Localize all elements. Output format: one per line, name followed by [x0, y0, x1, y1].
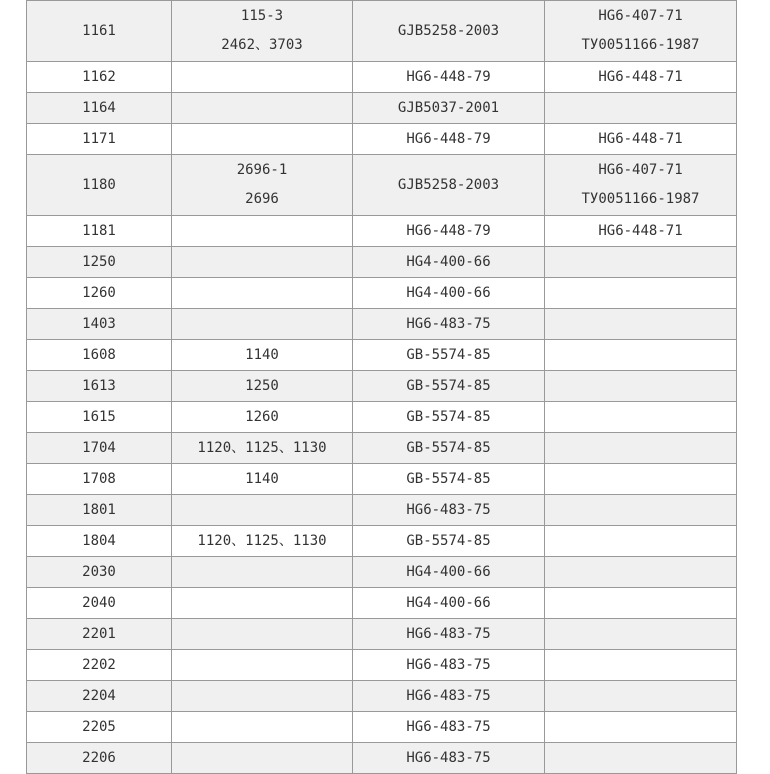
- grade-cell: 1171: [27, 124, 172, 155]
- standard-cell: [353, 62, 545, 93]
- equivalent-grade-cell-text: 2696: [245, 191, 279, 207]
- old-standard-cell: [545, 371, 737, 402]
- grade-cell: 1704: [27, 433, 172, 464]
- old-standard-cell: [545, 93, 737, 124]
- table-row: [27, 371, 737, 402]
- table-row: [27, 526, 737, 557]
- standard-cell-text: GJB5258-2003: [397, 176, 500, 193]
- table-row: [27, 402, 737, 433]
- old-standard-cell-text: HG6-448-71: [598, 222, 683, 239]
- equivalent-grade-cell: [172, 588, 353, 619]
- standard-cell: [353, 278, 545, 309]
- equivalent-grade-cell-text: 2696-1: [236, 162, 288, 178]
- equivalent-grade-cell: [172, 93, 353, 124]
- standard-cell-text: GB-5574-85: [406, 346, 491, 363]
- old-standard-cell-text: HG6-407-71: [598, 8, 683, 24]
- old-standard-cell: [545, 526, 737, 557]
- grade-cell: 2204: [27, 681, 172, 712]
- old-standard-cell: [545, 340, 737, 371]
- standard-cell: [353, 619, 545, 650]
- table-row: [27, 588, 737, 619]
- equivalent-grade-cell-text: 1250: [245, 377, 279, 394]
- equivalent-grade-cell: [172, 155, 353, 216]
- table-row: [27, 433, 737, 464]
- equivalent-grade-cell: [172, 557, 353, 588]
- old-standard-cell: [545, 278, 737, 309]
- standard-cell-text: HG6-483-75: [406, 749, 491, 766]
- standard-cell: [353, 155, 545, 216]
- standard-cell-text: HG6-483-75: [406, 625, 491, 642]
- standard-cell: [353, 247, 545, 278]
- grade-cell: 1161: [27, 1, 172, 62]
- old-standard-cell: [545, 557, 737, 588]
- grade-cell: 1181: [27, 216, 172, 247]
- table-row: [27, 155, 737, 216]
- table-row: [27, 650, 737, 681]
- equivalent-grade-cell: [172, 402, 353, 433]
- equivalent-grade-cell: [172, 62, 353, 93]
- standard-cell-text: GB-5574-85: [406, 408, 491, 425]
- standard-cell-text: HG4-400-66: [406, 594, 491, 611]
- standard-cell: [353, 402, 545, 433]
- standard-cell: [353, 340, 545, 371]
- equivalent-grade-cell: [172, 278, 353, 309]
- standard-cell: [353, 588, 545, 619]
- grade-cell: 2040: [27, 588, 172, 619]
- standard-cell-text: HG6-448-79: [406, 222, 491, 239]
- standard-cell: [353, 464, 545, 495]
- table-row: [27, 619, 737, 650]
- old-standard-cell-text: ТУ0051166-1987: [581, 191, 700, 207]
- old-standard-cell: [545, 712, 737, 743]
- equivalent-grade-cell: [172, 247, 353, 278]
- equivalent-grade-cell: [172, 464, 353, 495]
- standard-cell-text: HG6-483-75: [406, 501, 491, 518]
- equivalent-grade-cell-text: 1140: [245, 346, 279, 363]
- grade-cell: 1804: [27, 526, 172, 557]
- equivalent-grade-cell-text: 2462、3703: [221, 37, 303, 53]
- standard-cell: [353, 216, 545, 247]
- old-standard-cell: [545, 433, 737, 464]
- table-row: [27, 464, 737, 495]
- standard-cell-text: GJB5258-2003: [397, 22, 500, 39]
- standard-cell: [353, 526, 545, 557]
- equivalent-grade-cell: [172, 526, 353, 557]
- grade-cell: 1164: [27, 93, 172, 124]
- table-row: [27, 62, 737, 93]
- standard-cell-text: HG6-483-75: [406, 315, 491, 332]
- table-row: [27, 743, 737, 774]
- old-standard-cell: [545, 495, 737, 526]
- standard-cell: [353, 309, 545, 340]
- old-standard-cell: [545, 650, 737, 681]
- table-row: [27, 216, 737, 247]
- old-standard-cell: [545, 588, 737, 619]
- standard-cell: [353, 650, 545, 681]
- table-row: [27, 681, 737, 712]
- standard-cell: [353, 712, 545, 743]
- standard-cell: [353, 371, 545, 402]
- old-standard-cell-text: HG6-448-71: [598, 130, 683, 147]
- grade-cell: 2030: [27, 557, 172, 588]
- grade-cell: 1613: [27, 371, 172, 402]
- table-row: [27, 124, 737, 155]
- old-standard-cell: [545, 1, 737, 62]
- equivalent-grade-cell: [172, 124, 353, 155]
- table-row: [27, 93, 737, 124]
- standard-cell-text: HG6-483-75: [406, 687, 491, 704]
- table-row: [27, 495, 737, 526]
- equivalent-grade-cell: [172, 650, 353, 681]
- standard-cell-text: HG6-448-79: [406, 68, 491, 85]
- grade-cell: 2205: [27, 712, 172, 743]
- equivalent-grade-cell: [172, 1, 353, 62]
- old-standard-cell: [545, 62, 737, 93]
- equivalent-grade-cell: [172, 743, 353, 774]
- equivalent-grade-cell: [172, 681, 353, 712]
- standards-table-container: [26, 0, 736, 774]
- old-standard-cell: [545, 247, 737, 278]
- grade-cell: 1250: [27, 247, 172, 278]
- equivalent-grade-cell-text: 115-3: [240, 8, 284, 24]
- equivalent-grade-cell: [172, 371, 353, 402]
- old-standard-cell: [545, 309, 737, 340]
- equivalent-grade-cell: [172, 712, 353, 743]
- equivalent-grade-cell: [172, 340, 353, 371]
- standard-cell-text: GB-5574-85: [406, 439, 491, 456]
- table-row: [27, 712, 737, 743]
- grade-cell: 1615: [27, 402, 172, 433]
- standard-cell: [353, 124, 545, 155]
- grade-cell: 2202: [27, 650, 172, 681]
- grade-cell: 2206: [27, 743, 172, 774]
- grade-cell: 1608: [27, 340, 172, 371]
- old-standard-cell: [545, 155, 737, 216]
- standard-cell-text: GJB5037-2001: [397, 99, 500, 116]
- standards-table: [26, 0, 737, 774]
- equivalent-grade-cell: [172, 619, 353, 650]
- equivalent-grade-cell-text: 1120、1125、1130: [197, 532, 327, 549]
- grade-cell: 1801: [27, 495, 172, 526]
- old-standard-cell: [545, 124, 737, 155]
- old-standard-cell: [545, 216, 737, 247]
- table-row: [27, 278, 737, 309]
- standard-cell: [353, 1, 545, 62]
- standard-cell: [353, 557, 545, 588]
- standard-cell: [353, 743, 545, 774]
- standard-cell-text: GB-5574-85: [406, 377, 491, 394]
- grade-cell: 1708: [27, 464, 172, 495]
- equivalent-grade-cell-text: 1120、1125、1130: [197, 439, 327, 456]
- standard-cell: [353, 433, 545, 464]
- standard-cell-text: HG4-400-66: [406, 253, 491, 270]
- old-standard-cell-text: HG6-407-71: [598, 162, 683, 178]
- table-row: [27, 557, 737, 588]
- standard-cell-text: GB-5574-85: [406, 470, 491, 487]
- old-standard-cell-text: ТУ0051166-1987: [581, 37, 700, 53]
- old-standard-cell: [545, 619, 737, 650]
- equivalent-grade-cell-text: 1260: [245, 408, 279, 425]
- standard-cell-text: HG6-483-75: [406, 656, 491, 673]
- old-standard-cell: [545, 681, 737, 712]
- table-row: [27, 309, 737, 340]
- equivalent-grade-cell-text: 1140: [245, 470, 279, 487]
- grade-cell: 1162: [27, 62, 172, 93]
- grade-cell: 1260: [27, 278, 172, 309]
- equivalent-grade-cell: [172, 495, 353, 526]
- table-row: [27, 247, 737, 278]
- table-row: [27, 340, 737, 371]
- standard-cell: [353, 495, 545, 526]
- table-row: [27, 1, 737, 62]
- old-standard-cell: [545, 464, 737, 495]
- standard-cell: [353, 681, 545, 712]
- old-standard-cell: [545, 402, 737, 433]
- table-body: [27, 1, 737, 774]
- old-standard-cell: [545, 743, 737, 774]
- equivalent-grade-cell: [172, 309, 353, 340]
- equivalent-grade-cell: [172, 216, 353, 247]
- standard-cell-text: HG4-400-66: [406, 563, 491, 580]
- grade-cell: 2201: [27, 619, 172, 650]
- grade-cell: 1180: [27, 155, 172, 216]
- old-standard-cell-text: HG6-448-71: [598, 68, 683, 85]
- standard-cell-text: HG6-483-75: [406, 718, 491, 735]
- equivalent-grade-cell: [172, 433, 353, 464]
- standard-cell-text: HG4-400-66: [406, 284, 491, 301]
- standard-cell-text: GB-5574-85: [406, 532, 491, 549]
- standard-cell-text: HG6-448-79: [406, 130, 491, 147]
- standard-cell: [353, 93, 545, 124]
- grade-cell: 1403: [27, 309, 172, 340]
